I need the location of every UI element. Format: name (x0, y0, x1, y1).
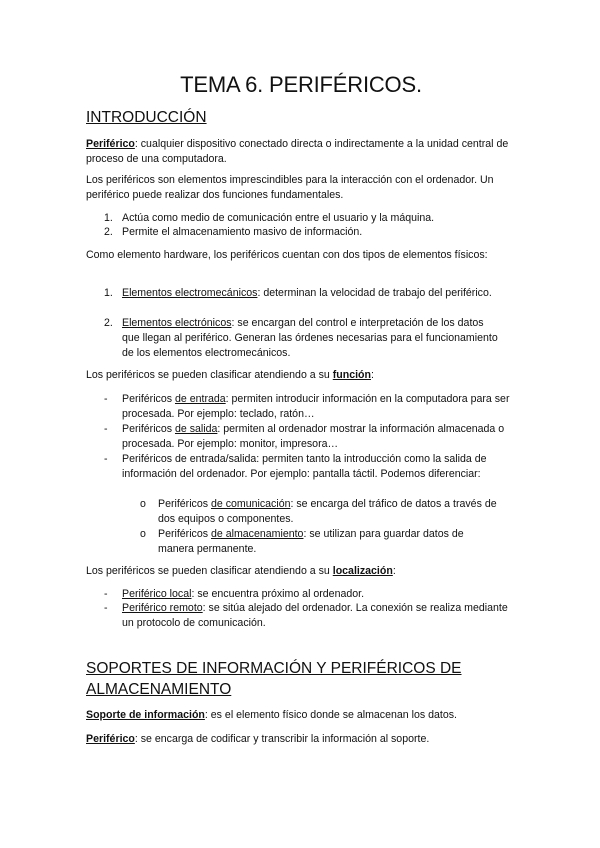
paragraph-classify-function: Los periféricos se pueden clasificar atendiendo a su función: (86, 369, 374, 381)
sublist-item-storage: Periféricos de almacenamiento: se utilizan para guardar datos de manera permanente. (158, 528, 464, 555)
definition-periferico-soporte: Periférico: se encarga de codificar y transcribir la información al soporte. (86, 733, 430, 745)
list-item-io-peripherals: Periféricos de entrada/salida: permiten tanto la introducción como la salida de información del ordenador. Por ejemplo: pantalla táctil. Podemos diferenciar: (122, 453, 487, 480)
list-item-function-2: Permite el almacenamiento masivo de información. (122, 226, 363, 238)
definition-periferico (86, 137, 516, 167)
sublist-bullet: o (140, 528, 146, 540)
page-title: TEMA 6. PERIFÉRICOS. (180, 72, 422, 97)
list-item-local-peripheral: Periférico local: se encuentra próximo al ordenador. (122, 588, 365, 600)
definition-soporte: Soporte de información: es el elemento físico donde se almacenan los datos. (86, 709, 457, 721)
paragraph-hardware: Como elemento hardware, los periféricos cuentan con dos tipos de elementos físicos: (86, 249, 488, 261)
list-dash: - (104, 602, 108, 614)
list-item-function-1: Actúa como medio de comunicación entre el usuario y la máquina. (122, 212, 435, 224)
list-item-input-peripherals: Periféricos de entrada: permiten introducir información en la computadora para ser procesada. Por ejemplo: teclado, ratón… (122, 393, 510, 420)
section-heading-introduccion: INTRODUCCIÓN (86, 109, 207, 126)
list-item-element-2: Elementos electrónicos: se encargan del control e interpretación de los datos que llegan al periférico. Generan las órdenes necesarias para el funcionamiento de los elementos electromecánicos. (122, 317, 498, 359)
list-number: 2. (104, 317, 113, 329)
list-dash: - (104, 588, 108, 600)
sublist-bullet: o (140, 498, 146, 510)
paragraph-interaction: Los periféricos son elementos imprescindibles para la interacción con el ordenador. Un periférico puede realizar dos funciones fundamentales. (86, 174, 494, 201)
list-dash: - (104, 453, 108, 465)
list-item-element-1: Elementos electromecánicos: determinan la velocidad de trabajo del periférico. (122, 287, 492, 299)
list-number: 2. (104, 226, 113, 238)
list-item-remote-peripheral: Periférico remoto: se sitúa alejado del ordenador. La conexión se realiza mediante un protocolo de comunicación. (122, 602, 508, 629)
definition-term: Periférico (86, 138, 135, 150)
paragraph-classify-location: Los periféricos se pueden clasificar atendiendo a su localización: (86, 565, 396, 577)
sublist-item-communication: Periféricos de comunicación: se encarga del tráfico de datos a través de dos equipos o componentes. (158, 498, 497, 525)
definition-text: : cualquier dispositivo conectado directa o indirectamente a la unidad central de proceso de una computadora. (86, 138, 509, 165)
list-number: 1. (104, 212, 113, 224)
list-item-output-peripherals: Periféricos de salida: permiten al ordenador mostrar la información almacenada o procesada. Por ejemplo: monitor, impresora… (122, 423, 505, 450)
section-heading-storage-line2: ALMACENAMIENTO (86, 681, 232, 698)
list-dash: - (104, 393, 108, 405)
list-dash: - (104, 423, 108, 435)
section-heading-storage-line1: SOPORTES DE INFORMACIÓN Y PERIFÉRICOS DE (86, 660, 462, 677)
list-number: 1. (104, 287, 113, 299)
